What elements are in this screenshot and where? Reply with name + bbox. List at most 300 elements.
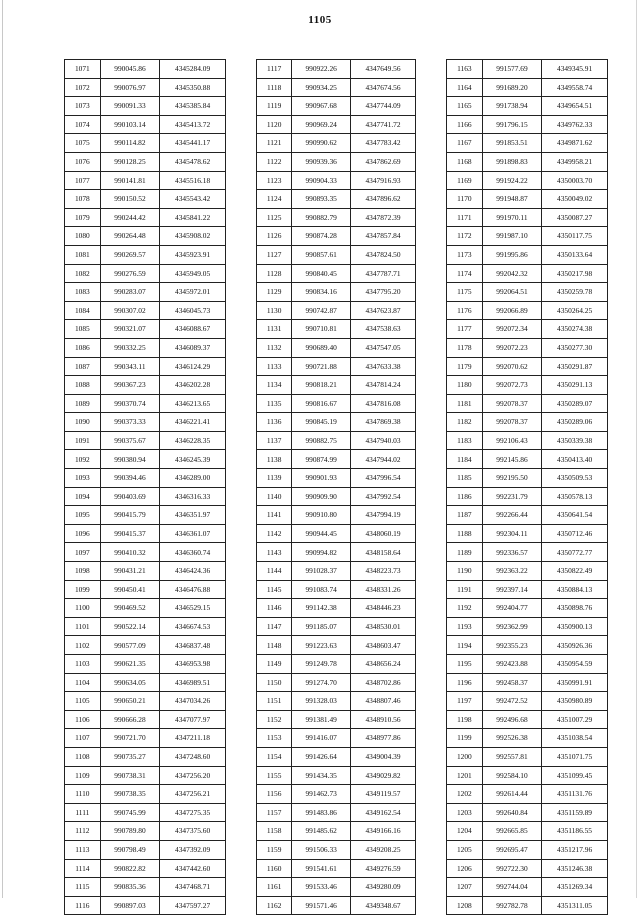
x-coordinate-cell: 992304.11 <box>482 524 541 543</box>
x-coordinate-cell: 990431.21 <box>100 562 159 581</box>
y-coordinate-cell: 4347256.20 <box>160 766 226 785</box>
table-row <box>257 97 416 116</box>
x-coordinate-cell: 990835.36 <box>100 878 159 897</box>
point-number-cell: 1160 <box>257 859 292 878</box>
y-coordinate-cell: 4350259.78 <box>542 283 608 302</box>
x-coordinate-cell: 990650.21 <box>100 692 159 711</box>
y-coordinate-cell: 4350822.49 <box>542 562 608 581</box>
table-row <box>257 413 416 432</box>
x-coordinate-cell: 990893.35 <box>292 190 351 209</box>
table-row <box>65 878 226 897</box>
y-coordinate-cell: 4350980.89 <box>542 692 608 711</box>
y-coordinate-cell: 4349958.21 <box>542 152 608 171</box>
point-number-cell: 1088 <box>65 376 101 395</box>
x-coordinate-cell: 991689.20 <box>482 78 541 97</box>
point-number-cell: 1175 <box>447 283 483 302</box>
point-number-cell: 1208 <box>447 896 483 915</box>
x-coordinate-cell: 991853.51 <box>482 134 541 153</box>
point-number-cell: 1128 <box>257 264 292 283</box>
y-coordinate-cell: 4350926.36 <box>542 636 608 655</box>
y-coordinate-cell: 4350277.30 <box>542 338 608 357</box>
point-number-cell: 1180 <box>447 376 483 395</box>
x-coordinate-cell: 991381.49 <box>292 710 351 729</box>
table-row <box>65 264 226 283</box>
x-coordinate-cell: 990721.70 <box>100 729 159 748</box>
point-number-cell: 1134 <box>257 376 292 395</box>
x-coordinate-cell: 991083.74 <box>292 580 351 599</box>
y-coordinate-cell: 4346289.00 <box>160 469 226 488</box>
table-row <box>447 840 608 859</box>
x-coordinate-cell: 990415.37 <box>100 524 159 543</box>
point-number-cell: 1086 <box>65 338 101 357</box>
y-coordinate-cell: 4346360.74 <box>160 543 226 562</box>
y-coordinate-cell: 4345441.17 <box>160 134 226 153</box>
x-coordinate-cell: 991738.94 <box>482 97 541 116</box>
y-coordinate-cell: 4350087.27 <box>542 208 608 227</box>
y-coordinate-cell: 4348446.23 <box>351 599 416 618</box>
y-coordinate-cell: 4350003.70 <box>542 171 608 190</box>
point-number-cell: 1192 <box>447 599 483 618</box>
x-coordinate-cell: 992266.44 <box>482 506 541 525</box>
y-coordinate-cell: 4350641.54 <box>542 506 608 525</box>
table-row <box>257 599 416 618</box>
x-coordinate-cell: 991541.61 <box>292 859 351 878</box>
y-coordinate-cell: 4350900.13 <box>542 617 608 636</box>
y-coordinate-cell: 4350898.76 <box>542 599 608 618</box>
y-coordinate-cell: 4348656.24 <box>351 655 416 674</box>
table-row <box>257 376 416 395</box>
table-row <box>447 636 608 655</box>
table-row <box>257 803 416 822</box>
point-number-cell: 1115 <box>65 878 101 897</box>
x-coordinate-cell: 990798.49 <box>100 840 159 859</box>
point-number-cell: 1114 <box>65 859 101 878</box>
table-row <box>257 859 416 878</box>
x-coordinate-cell: 992423.88 <box>482 655 541 674</box>
table-row <box>65 543 226 562</box>
point-number-cell: 1074 <box>65 115 101 134</box>
point-number-cell: 1125 <box>257 208 292 227</box>
y-coordinate-cell: 4346228.35 <box>160 431 226 450</box>
point-number-cell: 1111 <box>65 803 101 822</box>
point-number-cell: 1089 <box>65 394 101 413</box>
point-number-cell: 1146 <box>257 599 292 618</box>
point-number-cell: 1079 <box>65 208 101 227</box>
point-number-cell: 1176 <box>447 301 483 320</box>
point-number-cell: 1133 <box>257 357 292 376</box>
x-coordinate-cell: 990076.97 <box>100 78 159 97</box>
point-number-cell: 1194 <box>447 636 483 655</box>
table-row <box>257 469 416 488</box>
y-coordinate-cell: 4347944.02 <box>351 450 416 469</box>
table-row <box>447 729 608 748</box>
x-coordinate-cell: 992722.30 <box>482 859 541 878</box>
x-coordinate-cell: 992072.34 <box>482 320 541 339</box>
point-number-cell: 1157 <box>257 803 292 822</box>
point-number-cell: 1094 <box>65 487 101 506</box>
table-row <box>65 673 226 692</box>
x-coordinate-cell: 992695.47 <box>482 840 541 859</box>
y-coordinate-cell: 4347869.38 <box>351 413 416 432</box>
table-row <box>257 747 416 766</box>
table-row <box>65 413 226 432</box>
x-coordinate-cell: 990307.02 <box>100 301 159 320</box>
point-number-cell: 1120 <box>257 115 292 134</box>
point-number-cell: 1184 <box>447 450 483 469</box>
y-coordinate-cell: 4346213.65 <box>160 394 226 413</box>
table-row <box>65 208 226 227</box>
x-coordinate-cell: 990967.68 <box>292 97 351 116</box>
y-coordinate-cell: 4347814.24 <box>351 376 416 395</box>
y-coordinate-cell: 4347248.60 <box>160 747 226 766</box>
y-coordinate-cell: 4347597.27 <box>160 896 226 915</box>
y-coordinate-cell: 4346351.97 <box>160 506 226 525</box>
x-coordinate-cell: 991416.07 <box>292 729 351 748</box>
y-coordinate-cell: 4345385.84 <box>160 97 226 116</box>
table-row <box>65 580 226 599</box>
table-row <box>447 487 608 506</box>
point-number-cell: 1203 <box>447 803 483 822</box>
table-row <box>65 431 226 450</box>
y-coordinate-cell: 4350289.06 <box>542 413 608 432</box>
x-coordinate-cell: 990840.45 <box>292 264 351 283</box>
table-row <box>447 78 608 97</box>
y-coordinate-cell: 4345543.42 <box>160 190 226 209</box>
point-number-cell: 1143 <box>257 543 292 562</box>
point-number-cell: 1105 <box>65 692 101 711</box>
point-number-cell: 1112 <box>65 822 101 841</box>
x-coordinate-cell: 990394.46 <box>100 469 159 488</box>
y-coordinate-cell: 4350991.91 <box>542 673 608 692</box>
point-number-cell: 1155 <box>257 766 292 785</box>
table-row <box>257 338 416 357</box>
x-coordinate-cell: 992404.77 <box>482 599 541 618</box>
point-number-cell: 1173 <box>447 245 483 264</box>
x-coordinate-cell: 990577.09 <box>100 636 159 655</box>
x-coordinate-cell: 990882.75 <box>292 431 351 450</box>
y-coordinate-cell: 4346989.51 <box>160 673 226 692</box>
point-number-cell: 1147 <box>257 617 292 636</box>
point-number-cell: 1106 <box>65 710 101 729</box>
point-number-cell: 1091 <box>65 431 101 450</box>
table-row <box>447 617 608 636</box>
table-row <box>257 190 416 209</box>
table-row <box>65 227 226 246</box>
x-coordinate-cell: 991898.83 <box>482 152 541 171</box>
table-row <box>447 710 608 729</box>
x-coordinate-cell: 990882.79 <box>292 208 351 227</box>
point-number-cell: 1103 <box>65 655 101 674</box>
table-row <box>447 320 608 339</box>
x-coordinate-cell: 990244.42 <box>100 208 159 227</box>
y-coordinate-cell: 4347994.19 <box>351 506 416 525</box>
y-coordinate-cell: 4348807.46 <box>351 692 416 711</box>
x-coordinate-cell: 990332.25 <box>100 338 159 357</box>
x-coordinate-cell: 990857.61 <box>292 245 351 264</box>
y-coordinate-cell: 4349029.82 <box>351 766 416 785</box>
point-number-cell: 1172 <box>447 227 483 246</box>
point-number-cell: 1161 <box>257 878 292 897</box>
y-coordinate-cell: 4350339.38 <box>542 431 608 450</box>
y-coordinate-cell: 4349162.54 <box>351 803 416 822</box>
x-coordinate-cell: 990969.24 <box>292 115 351 134</box>
table-row <box>65 840 226 859</box>
table-row <box>447 785 608 804</box>
table-row <box>257 245 416 264</box>
x-coordinate-cell: 991995.86 <box>482 245 541 264</box>
table-row <box>65 896 226 915</box>
y-coordinate-cell: 4345350.88 <box>160 78 226 97</box>
x-coordinate-cell: 991485.62 <box>292 822 351 841</box>
x-coordinate-cell: 992106.43 <box>482 431 541 450</box>
y-coordinate-cell: 4347211.18 <box>160 729 226 748</box>
table-row <box>257 896 416 915</box>
x-coordinate-cell: 990816.67 <box>292 394 351 413</box>
y-coordinate-cell: 4350413.40 <box>542 450 608 469</box>
table-row <box>65 785 226 804</box>
y-coordinate-cell: 4347442.60 <box>160 859 226 878</box>
point-number-cell: 1084 <box>65 301 101 320</box>
point-number-cell: 1096 <box>65 524 101 543</box>
x-coordinate-cell: 990276.59 <box>100 264 159 283</box>
y-coordinate-cell: 4351099.45 <box>542 766 608 785</box>
y-coordinate-cell: 4346953.98 <box>160 655 226 674</box>
table-row <box>65 562 226 581</box>
x-coordinate-cell: 990934.25 <box>292 78 351 97</box>
point-number-cell: 1073 <box>65 97 101 116</box>
y-coordinate-cell: 4351071.75 <box>542 747 608 766</box>
x-coordinate-cell: 992078.37 <box>482 413 541 432</box>
point-number-cell: 1181 <box>447 394 483 413</box>
table-row <box>447 599 608 618</box>
x-coordinate-cell: 990283.07 <box>100 283 159 302</box>
x-coordinate-cell: 990343.11 <box>100 357 159 376</box>
x-coordinate-cell: 990264.48 <box>100 227 159 246</box>
point-number-cell: 1132 <box>257 338 292 357</box>
table-row <box>65 60 226 79</box>
table-row <box>65 78 226 97</box>
y-coordinate-cell: 4346045.73 <box>160 301 226 320</box>
x-coordinate-cell: 990901.93 <box>292 469 351 488</box>
table-row <box>257 543 416 562</box>
table-row <box>65 710 226 729</box>
point-number-cell: 1145 <box>257 580 292 599</box>
point-number-cell: 1123 <box>257 171 292 190</box>
y-coordinate-cell: 4348060.19 <box>351 524 416 543</box>
x-coordinate-cell: 990834.16 <box>292 283 351 302</box>
table-row <box>257 840 416 859</box>
table-row <box>65 245 226 264</box>
table-row <box>65 301 226 320</box>
y-coordinate-cell: 4347674.56 <box>351 78 416 97</box>
x-coordinate-cell: 990735.27 <box>100 747 159 766</box>
point-number-cell: 1131 <box>257 320 292 339</box>
x-coordinate-cell: 992496.68 <box>482 710 541 729</box>
table-row <box>257 283 416 302</box>
table-row <box>257 506 416 525</box>
table-row <box>447 747 608 766</box>
point-number-cell: 1083 <box>65 283 101 302</box>
x-coordinate-cell: 991142.38 <box>292 599 351 618</box>
table-row <box>447 283 608 302</box>
point-number-cell: 1206 <box>447 859 483 878</box>
table-row <box>65 134 226 153</box>
table-row <box>65 171 226 190</box>
point-number-cell: 1149 <box>257 655 292 674</box>
table-row <box>257 320 416 339</box>
y-coordinate-cell: 4349762.33 <box>542 115 608 134</box>
point-number-cell: 1196 <box>447 673 483 692</box>
x-coordinate-cell: 992472.52 <box>482 692 541 711</box>
table-row <box>257 60 416 79</box>
point-number-cell: 1182 <box>447 413 483 432</box>
point-number-cell: 1135 <box>257 394 292 413</box>
y-coordinate-cell: 4347468.71 <box>160 878 226 897</box>
point-number-cell: 1164 <box>447 78 483 97</box>
table-row <box>257 878 416 897</box>
point-number-cell: 1126 <box>257 227 292 246</box>
y-coordinate-cell: 4348158.64 <box>351 543 416 562</box>
x-coordinate-cell: 992362.99 <box>482 617 541 636</box>
point-number-cell: 1090 <box>65 413 101 432</box>
table-row <box>257 524 416 543</box>
table-row <box>65 394 226 413</box>
table-row <box>447 301 608 320</box>
x-coordinate-cell: 990621.35 <box>100 655 159 674</box>
table-row <box>447 394 608 413</box>
table-row <box>257 822 416 841</box>
x-coordinate-cell: 990904.33 <box>292 171 351 190</box>
x-coordinate-cell: 991577.69 <box>482 60 541 79</box>
x-coordinate-cell: 991426.64 <box>292 747 351 766</box>
point-number-cell: 1198 <box>447 710 483 729</box>
y-coordinate-cell: 4346124.29 <box>160 357 226 376</box>
y-coordinate-cell: 4350264.25 <box>542 301 608 320</box>
y-coordinate-cell: 4350712.46 <box>542 524 608 543</box>
y-coordinate-cell: 4347392.09 <box>160 840 226 859</box>
point-number-cell: 1071 <box>65 60 101 79</box>
table-row <box>447 264 608 283</box>
point-number-cell: 1141 <box>257 506 292 525</box>
y-coordinate-cell: 4347940.03 <box>351 431 416 450</box>
x-coordinate-cell: 992145.86 <box>482 450 541 469</box>
point-number-cell: 1148 <box>257 636 292 655</box>
y-coordinate-cell: 4345908.02 <box>160 227 226 246</box>
x-coordinate-cell: 990745.99 <box>100 803 159 822</box>
y-coordinate-cell: 4345284.09 <box>160 60 226 79</box>
x-coordinate-cell: 990150.52 <box>100 190 159 209</box>
x-coordinate-cell: 992526.38 <box>482 729 541 748</box>
scan-edge-left <box>2 0 3 898</box>
table-row <box>257 692 416 711</box>
x-coordinate-cell: 990469.52 <box>100 599 159 618</box>
point-number-cell: 1140 <box>257 487 292 506</box>
point-number-cell: 1158 <box>257 822 292 841</box>
table-row <box>65 524 226 543</box>
x-coordinate-cell: 992336.57 <box>482 543 541 562</box>
y-coordinate-cell: 4345413.72 <box>160 115 226 134</box>
point-number-cell: 1101 <box>65 617 101 636</box>
x-coordinate-cell: 990380.94 <box>100 450 159 469</box>
table-row <box>447 692 608 711</box>
point-number-cell: 1154 <box>257 747 292 766</box>
point-number-cell: 1191 <box>447 580 483 599</box>
table-row <box>257 171 416 190</box>
point-number-cell: 1093 <box>65 469 101 488</box>
coordinate-table-left <box>64 59 226 915</box>
y-coordinate-cell: 4345923.91 <box>160 245 226 264</box>
x-coordinate-cell: 990522.14 <box>100 617 159 636</box>
x-coordinate-cell: 990721.88 <box>292 357 351 376</box>
x-coordinate-cell: 990710.81 <box>292 320 351 339</box>
table-row <box>257 134 416 153</box>
x-coordinate-cell: 990789.80 <box>100 822 159 841</box>
y-coordinate-cell: 4349004.39 <box>351 747 416 766</box>
y-coordinate-cell: 4349558.74 <box>542 78 608 97</box>
table-row <box>447 376 608 395</box>
table-row <box>65 803 226 822</box>
table-row <box>257 227 416 246</box>
x-coordinate-cell: 990922.26 <box>292 60 351 79</box>
table-row <box>65 655 226 674</box>
point-number-cell: 1204 <box>447 822 483 841</box>
point-number-cell: 1150 <box>257 673 292 692</box>
y-coordinate-cell: 4347896.62 <box>351 190 416 209</box>
x-coordinate-cell: 991249.78 <box>292 655 351 674</box>
x-coordinate-cell: 991483.86 <box>292 803 351 822</box>
point-number-cell: 1113 <box>65 840 101 859</box>
point-number-cell: 1100 <box>65 599 101 618</box>
y-coordinate-cell: 4350289.07 <box>542 394 608 413</box>
x-coordinate-cell: 991970.11 <box>482 208 541 227</box>
table-row <box>257 208 416 227</box>
point-number-cell: 1188 <box>447 524 483 543</box>
y-coordinate-cell: 4349280.09 <box>351 878 416 897</box>
table-row <box>447 896 608 915</box>
point-number-cell: 1129 <box>257 283 292 302</box>
point-number-cell: 1085 <box>65 320 101 339</box>
x-coordinate-cell: 991987.10 <box>482 227 541 246</box>
x-coordinate-cell: 990114.82 <box>100 134 159 153</box>
point-number-cell: 1118 <box>257 78 292 97</box>
point-number-cell: 1190 <box>447 562 483 581</box>
point-number-cell: 1097 <box>65 543 101 562</box>
x-coordinate-cell: 991924.22 <box>482 171 541 190</box>
y-coordinate-cell: 4350772.77 <box>542 543 608 562</box>
x-coordinate-cell: 990874.99 <box>292 450 351 469</box>
table-row <box>447 171 608 190</box>
y-coordinate-cell: 4348702.86 <box>351 673 416 692</box>
table-row <box>65 97 226 116</box>
x-coordinate-cell: 990269.57 <box>100 245 159 264</box>
table-row <box>447 208 608 227</box>
table-row <box>257 487 416 506</box>
point-number-cell: 1102 <box>65 636 101 655</box>
table-row <box>65 506 226 525</box>
y-coordinate-cell: 4347077.97 <box>160 710 226 729</box>
y-coordinate-cell: 4350274.38 <box>542 320 608 339</box>
table-row <box>257 617 416 636</box>
table-row <box>257 78 416 97</box>
x-coordinate-cell: 992744.04 <box>482 878 541 897</box>
y-coordinate-cell: 4347816.08 <box>351 394 416 413</box>
table-row <box>257 673 416 692</box>
table-row <box>447 227 608 246</box>
y-coordinate-cell: 4351131.76 <box>542 785 608 804</box>
y-coordinate-cell: 4345949.05 <box>160 264 226 283</box>
point-number-cell: 1183 <box>447 431 483 450</box>
point-number-cell: 1152 <box>257 710 292 729</box>
